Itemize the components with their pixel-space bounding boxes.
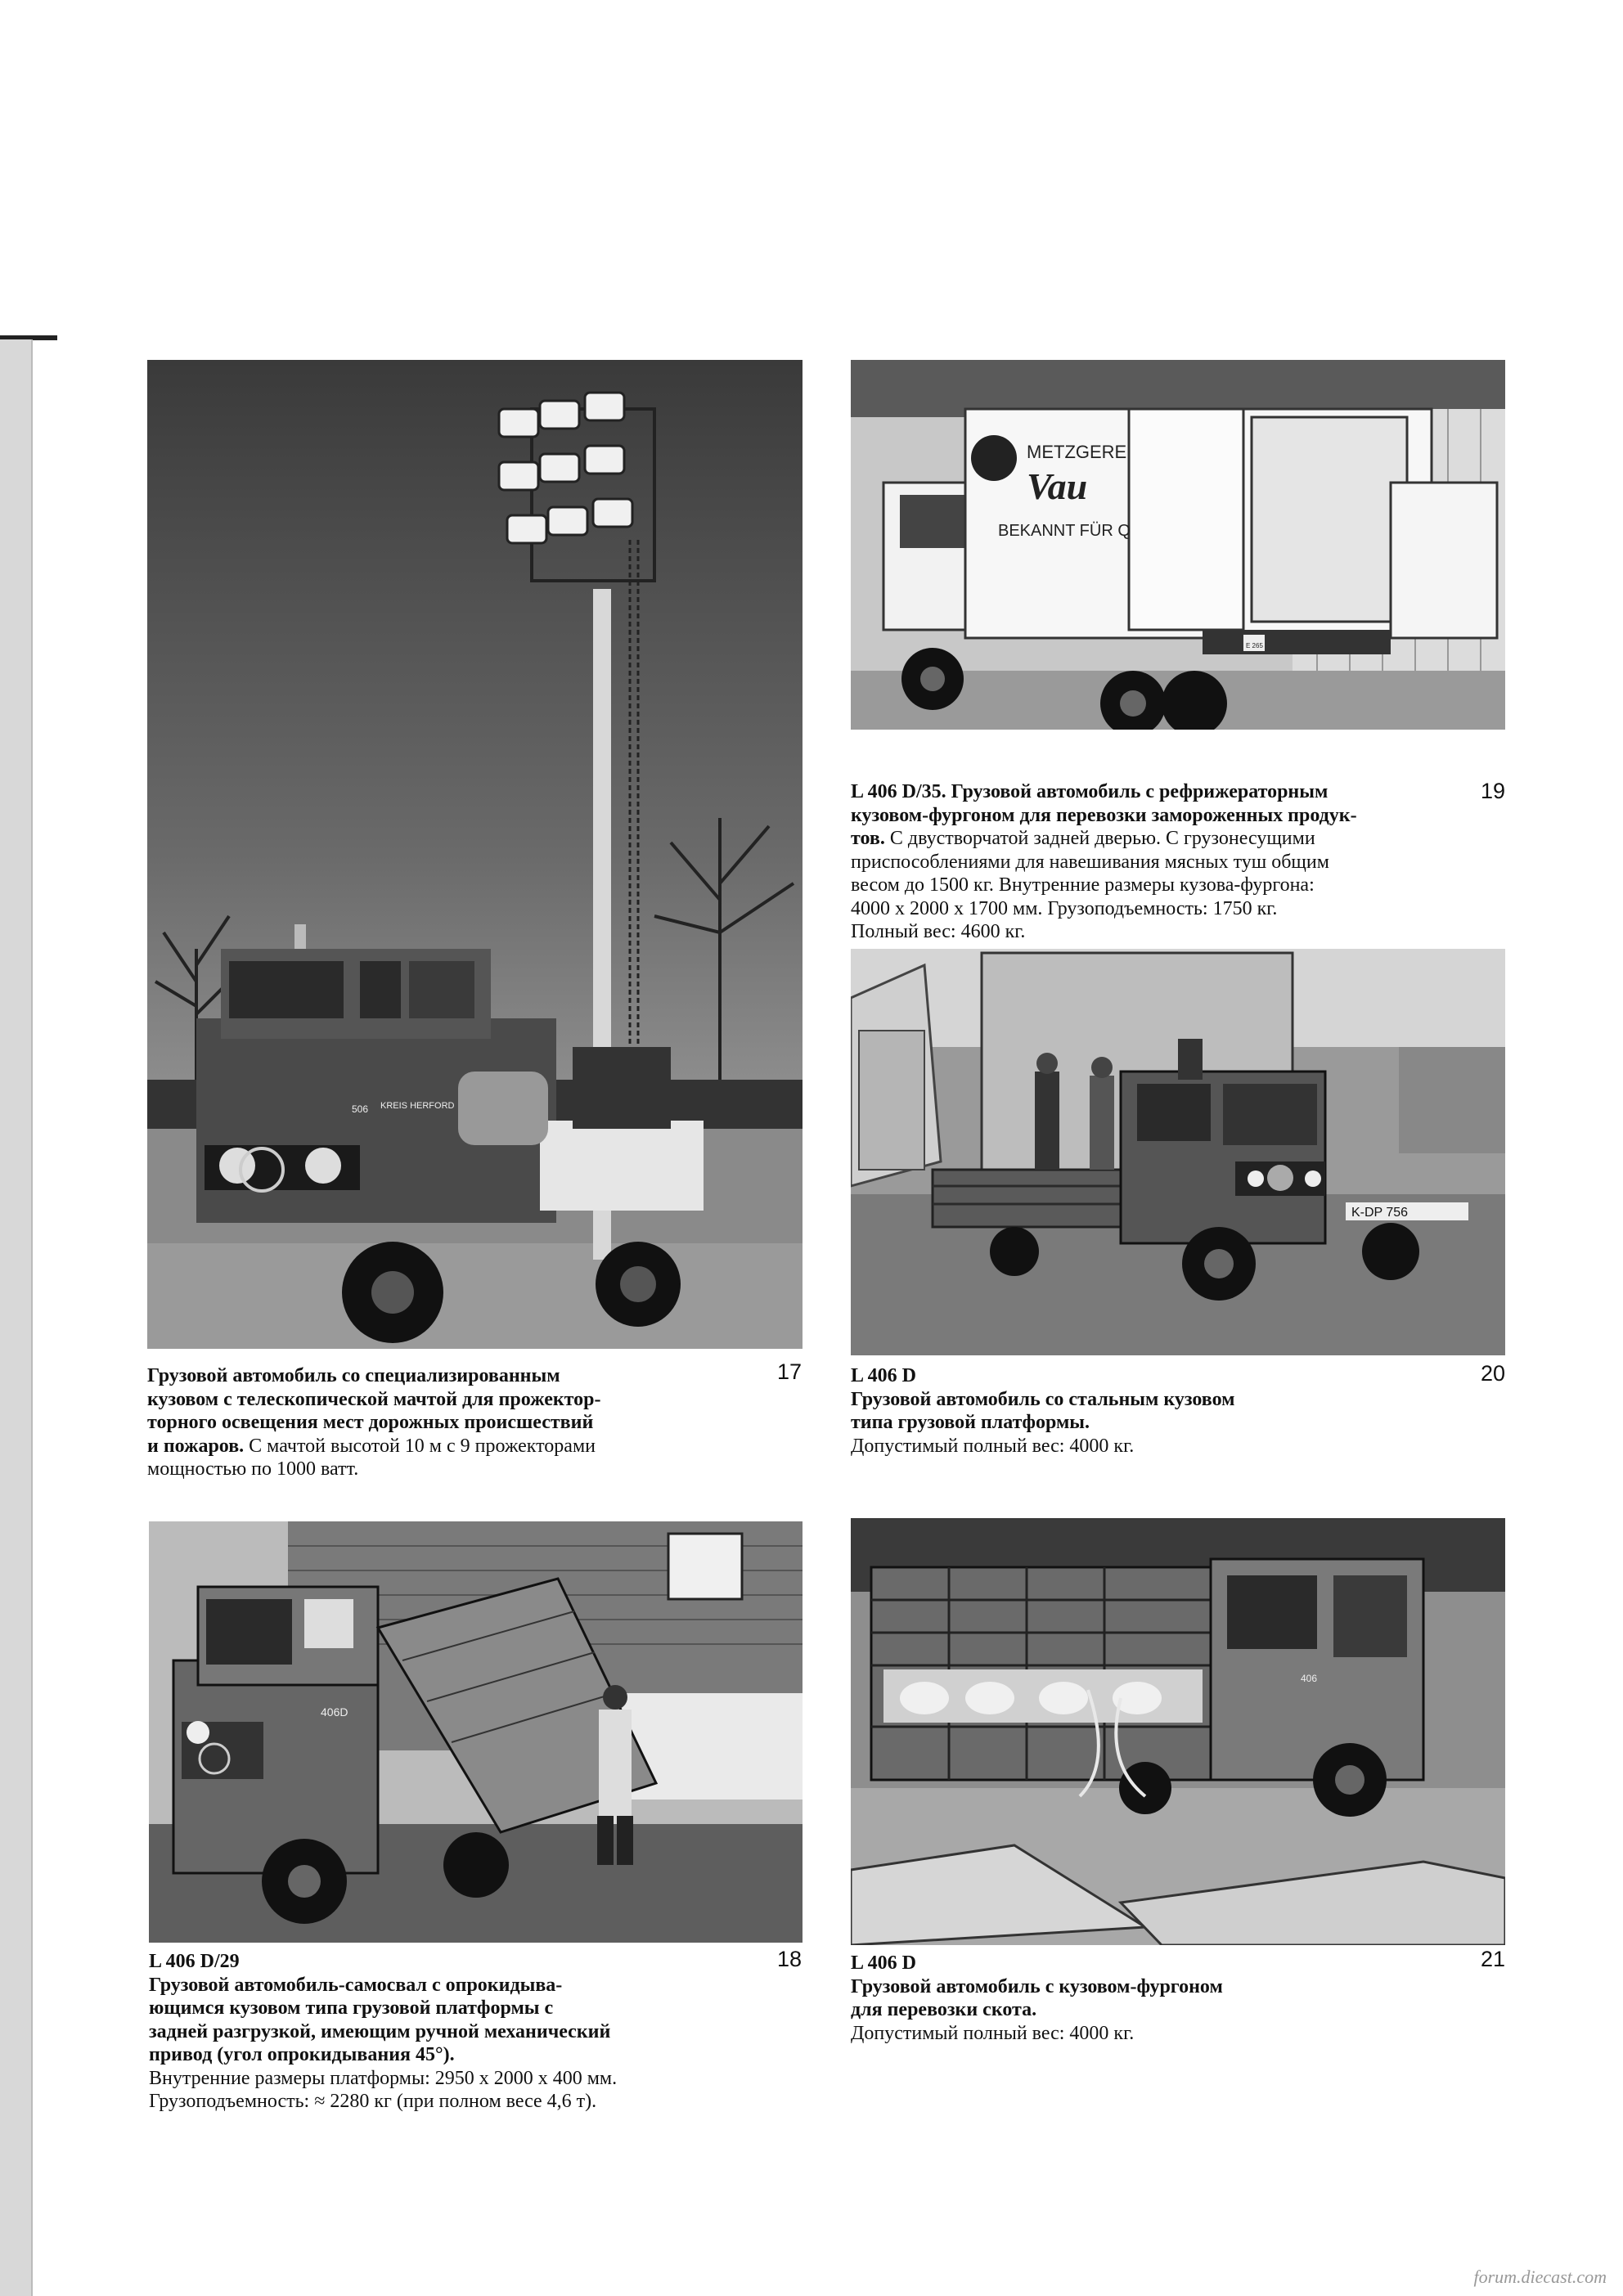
caption-19 bbox=[851, 780, 1505, 944]
caption-line: Грузоподъемность: ≈ 2280 кг (при полном весе 4,6 т). bbox=[149, 2091, 597, 2112]
emblem-lettering: 506 bbox=[352, 1103, 369, 1115]
caption-line: ющимся кузовом типа грузовой платформы с bbox=[149, 1997, 554, 2019]
photo-tipper-truck bbox=[149, 1521, 803, 1943]
plate-number-21: 21 bbox=[1481, 1947, 1506, 1971]
plate-number-20: 20 bbox=[1481, 1361, 1506, 1386]
caption-line: Полный вес: 4600 кг. bbox=[851, 921, 1026, 942]
caption-18 bbox=[149, 1950, 787, 2114]
caption-line: кузовом с телескопической мачтой для прожектор- bbox=[147, 1388, 601, 1410]
caption-line: кузовом-фургоном для перевозки замороженных продук- bbox=[851, 804, 1357, 826]
caption-21 bbox=[851, 1952, 1489, 2045]
caption-line: для перевозки скота. bbox=[851, 1999, 1037, 2020]
caption-line: L 406 D/35. Грузовой автомобиль с рефрижераторным bbox=[851, 781, 1329, 802]
caption-line: привод (угол опрокидывания 45°). bbox=[149, 2044, 455, 2065]
van-sign-script: Vau bbox=[1027, 465, 1088, 507]
watermark: forum.diecast.com bbox=[1473, 2267, 1607, 2287]
photo-flatbed-truck bbox=[851, 949, 1505, 1355]
caption-line: Грузовой автомобиль со специализированным bbox=[147, 1365, 560, 1386]
caption-line: и пожаров. С мачтой высотой 10 м с 9 прожекторами bbox=[147, 1435, 596, 1457]
photo-refrigerated-van bbox=[851, 360, 1505, 730]
caption-line: типа грузовой платформы. bbox=[851, 1412, 1090, 1433]
van-plate: E 265 bbox=[1246, 642, 1263, 649]
caption-line: Допустимый полный вес: 4000 кг. bbox=[851, 1435, 1135, 1457]
caption-line: задней разгрузкой, имеющим ручной механический bbox=[149, 2020, 611, 2042]
caption-line: Внутренние размеры платформы: 2950 х 2000 х 400 мм. bbox=[149, 2067, 618, 2089]
caption-line: L 406 D bbox=[851, 1365, 917, 1386]
plate-number-19: 19 bbox=[1481, 779, 1506, 803]
page-edge bbox=[0, 339, 33, 2296]
plate-number-17: 17 bbox=[777, 1359, 803, 1384]
caption-line: Грузовой автомобиль со стальным кузовом bbox=[851, 1388, 1235, 1410]
caption-line: Допустимый полный вес: 4000 кг. bbox=[851, 2022, 1135, 2044]
livestock-emblem: 406 bbox=[1301, 1673, 1318, 1684]
caption-line: Грузовой автомобиль-самосвал с опрокидыва- bbox=[149, 1974, 563, 1996]
caption-line: весом до 1500 кг. Внутренние размеры кузова-фургона: bbox=[851, 874, 1315, 896]
caption-line: 4000 х 2000 х 1700 мм. Грузоподъемность: 1750 кг. bbox=[851, 897, 1278, 919]
caption-line: тов. С двустворчатой задней дверью. С грузонесущими bbox=[851, 828, 1315, 849]
caption-17 bbox=[147, 1364, 785, 1481]
caption-line: мощностью по 1000 ватт. bbox=[147, 1458, 359, 1480]
van-sign-top: METZGERE bbox=[1027, 442, 1127, 462]
photo-floodlight-truck bbox=[147, 360, 803, 1349]
plate-number-18: 18 bbox=[777, 1947, 803, 1971]
caption-20 bbox=[851, 1364, 1489, 1458]
caption-line: приспособлениями для навешивания мясных туш общим bbox=[851, 851, 1329, 873]
caption-line: торного освещения мест дорожных происшествий bbox=[147, 1412, 594, 1433]
caption-line: L 406 D bbox=[851, 1952, 917, 1974]
door-lettering: KREIS HERFORD bbox=[380, 1101, 455, 1111]
caption-line: L 406 D/29 bbox=[149, 1951, 240, 1972]
photo-livestock-truck bbox=[851, 1518, 1505, 1945]
flatbed-plate: K-DP 756 bbox=[1351, 1206, 1409, 1220]
van-sign-bottom: BEKANNT FÜR Q bbox=[998, 522, 1131, 540]
tipper-emblem: 406D bbox=[321, 1705, 348, 1719]
caption-line: Грузовой автомобиль с кузовом-фургоном bbox=[851, 1975, 1223, 1997]
